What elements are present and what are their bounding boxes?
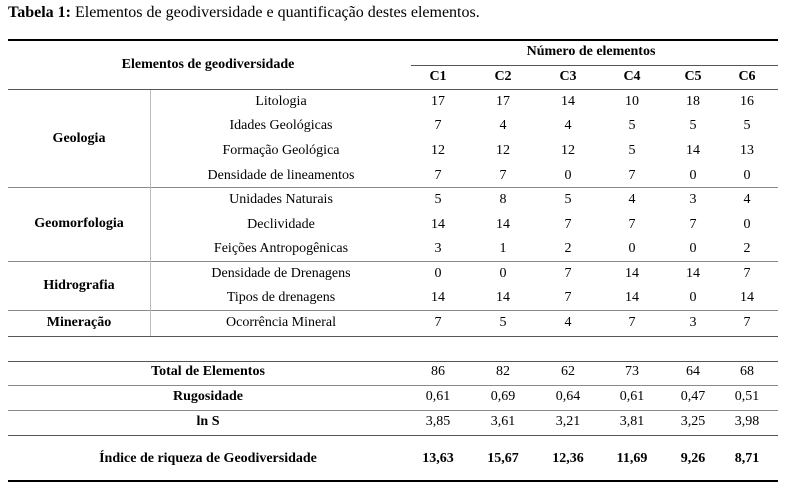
summary-cell: 0,51 xyxy=(734,389,760,404)
row-label: Ocorrência Mineral xyxy=(226,315,336,330)
table-cell: 7 xyxy=(564,290,572,305)
summary-cell: 0,69 xyxy=(490,389,516,404)
summary-cell: 73 xyxy=(625,364,639,379)
column-header-c2: C2 xyxy=(494,69,512,84)
row-label: Feições Antropogênicas xyxy=(213,241,349,256)
summary-cell: 0,64 xyxy=(555,389,581,404)
group-label: Geomorfologia xyxy=(34,216,124,231)
summary-cell: 3,61 xyxy=(490,414,516,429)
table-cell: 10 xyxy=(625,94,639,109)
table-cell: 7 xyxy=(743,266,751,281)
table-cell: 5 xyxy=(499,315,507,330)
table-cell: 7 xyxy=(628,315,636,330)
summary-cell: 86 xyxy=(431,364,445,379)
table-cell: 7 xyxy=(628,168,636,183)
summary-rule-1 xyxy=(8,385,778,386)
group-label: Hidrografia xyxy=(43,278,115,293)
table-cell: 14 xyxy=(496,217,510,232)
table-cell: 7 xyxy=(499,168,507,183)
summary-cell: 0,47 xyxy=(680,389,706,404)
header-subrule xyxy=(411,65,778,66)
summary-cell: 3,85 xyxy=(425,414,451,429)
table-cell: 3 xyxy=(689,192,697,207)
table-cell: 3 xyxy=(689,315,697,330)
table-cell: 4 xyxy=(499,118,507,133)
summary-cell: 0,61 xyxy=(619,389,645,404)
table-cell: 2 xyxy=(564,241,572,256)
row-label: Litologia xyxy=(255,94,307,109)
group-separator-geomorfologia xyxy=(8,261,778,262)
table-cell: 12 xyxy=(496,143,510,158)
table-cell: 3 xyxy=(434,241,442,256)
bottom-rule xyxy=(8,480,778,482)
header-elements-label: Elementos de geodiversidade xyxy=(121,57,295,72)
table-cell: 14 xyxy=(686,266,700,281)
summary-label: Rugosidade xyxy=(172,389,244,404)
summary-rule-3 xyxy=(8,435,778,436)
table-cell: 0 xyxy=(499,266,507,281)
body-bottom-rule xyxy=(8,336,778,337)
row-label: Densidade de lineamentos xyxy=(207,168,355,183)
table-cell: 8 xyxy=(499,192,507,207)
table-cell: 7 xyxy=(564,217,572,232)
table-cell: 7 xyxy=(628,217,636,232)
table-cell: 2 xyxy=(743,241,751,256)
summary-top-rule xyxy=(8,361,778,362)
table-cell: 0 xyxy=(743,168,751,183)
table-cell: 5 xyxy=(628,143,636,158)
column-header-c6: C6 xyxy=(738,69,756,84)
table-cell: 14 xyxy=(496,290,510,305)
summary-cell: 3,21 xyxy=(555,414,581,429)
table-cell: 13 xyxy=(740,143,754,158)
summary-cell: 13,63 xyxy=(422,451,454,466)
table-cell: 18 xyxy=(686,94,700,109)
table-cell: 14 xyxy=(625,266,639,281)
table-cell: 7 xyxy=(434,118,442,133)
table-cell: 0 xyxy=(434,266,442,281)
table-cell: 4 xyxy=(628,192,636,207)
summary-label: Total de Elementos xyxy=(151,364,265,379)
header-number-label: Número de elementos xyxy=(526,44,656,59)
group-divider xyxy=(150,90,151,336)
group-separator-geologia xyxy=(8,187,778,188)
table-cell: 4 xyxy=(743,192,751,207)
table-cell: 4 xyxy=(564,315,572,330)
summary-rule-2 xyxy=(8,410,778,411)
summary-cell: 15,67 xyxy=(487,451,519,466)
summary-label: Índice de riqueza de Geodiversidade xyxy=(99,451,317,466)
summary-cell: 82 xyxy=(496,364,510,379)
summary-cell: 3,25 xyxy=(680,414,706,429)
summary-label: ln S xyxy=(196,414,220,429)
table-cell: 12 xyxy=(561,143,575,158)
table-cell: 14 xyxy=(561,94,575,109)
table-cell: 14 xyxy=(686,143,700,158)
table-cell: 5 xyxy=(564,192,572,207)
table-cell: 5 xyxy=(434,192,442,207)
summary-cell: 62 xyxy=(561,364,575,379)
table-cell: 16 xyxy=(740,94,754,109)
table-cell: 14 xyxy=(431,217,445,232)
group-label: Geologia xyxy=(52,131,106,146)
table-cell: 5 xyxy=(628,118,636,133)
table-cell: 14 xyxy=(740,290,754,305)
table-cell: 0 xyxy=(628,241,636,256)
table-cell: 5 xyxy=(743,118,751,133)
top-rule xyxy=(8,39,778,41)
summary-cell: 64 xyxy=(686,364,700,379)
table-cell: 5 xyxy=(689,118,697,133)
table-cell: 0 xyxy=(689,168,697,183)
row-label: Idades Geológicas xyxy=(229,118,333,133)
row-label: Unidades Naturais xyxy=(229,192,333,207)
table-cell: 14 xyxy=(431,290,445,305)
table-cell: 0 xyxy=(564,168,572,183)
table-cell: 7 xyxy=(689,217,697,232)
table-cell: 7 xyxy=(564,266,572,281)
column-header-c4: C4 xyxy=(623,69,641,84)
summary-cell: 0,61 xyxy=(425,389,451,404)
table-cell: 0 xyxy=(689,290,697,305)
table-cell: 17 xyxy=(496,94,510,109)
header-bottom-rule xyxy=(8,89,778,90)
table-cell: 14 xyxy=(625,290,639,305)
table-cell: 17 xyxy=(431,94,445,109)
table-cell: 7 xyxy=(434,168,442,183)
summary-cell: 9,26 xyxy=(680,451,706,466)
summary-cell: 68 xyxy=(740,364,754,379)
column-header-c3: C3 xyxy=(559,69,577,84)
table-cell: 0 xyxy=(743,217,751,232)
caption-text: Elementos de geodiversidade e quantificação destes elementos. xyxy=(70,4,480,21)
table-cell: 1 xyxy=(499,241,507,256)
row-label: Tipos de drenagens xyxy=(226,290,336,305)
summary-cell: 12,36 xyxy=(552,451,584,466)
summary-cell: 8,71 xyxy=(734,451,760,466)
row-label: Densidade de Drenagens xyxy=(211,266,351,281)
caption-label: Tabela 1: xyxy=(8,4,71,21)
table-cell: 0 xyxy=(689,241,697,256)
table-cell: 12 xyxy=(431,143,445,158)
group-separator-hidrografia xyxy=(8,310,778,311)
row-label: Declividade xyxy=(247,217,315,232)
summary-cell: 11,69 xyxy=(616,451,648,466)
table-cell: 4 xyxy=(564,118,572,133)
summary-cell: 3,98 xyxy=(734,414,760,429)
column-header-c5: C5 xyxy=(684,69,702,84)
row-label: Formação Geológica xyxy=(222,143,340,158)
summary-cell: 3,81 xyxy=(619,414,645,429)
table-cell: 7 xyxy=(434,315,442,330)
table-cell: 7 xyxy=(743,315,751,330)
column-header-c1: C1 xyxy=(429,69,447,84)
group-label: Mineração xyxy=(46,315,112,330)
